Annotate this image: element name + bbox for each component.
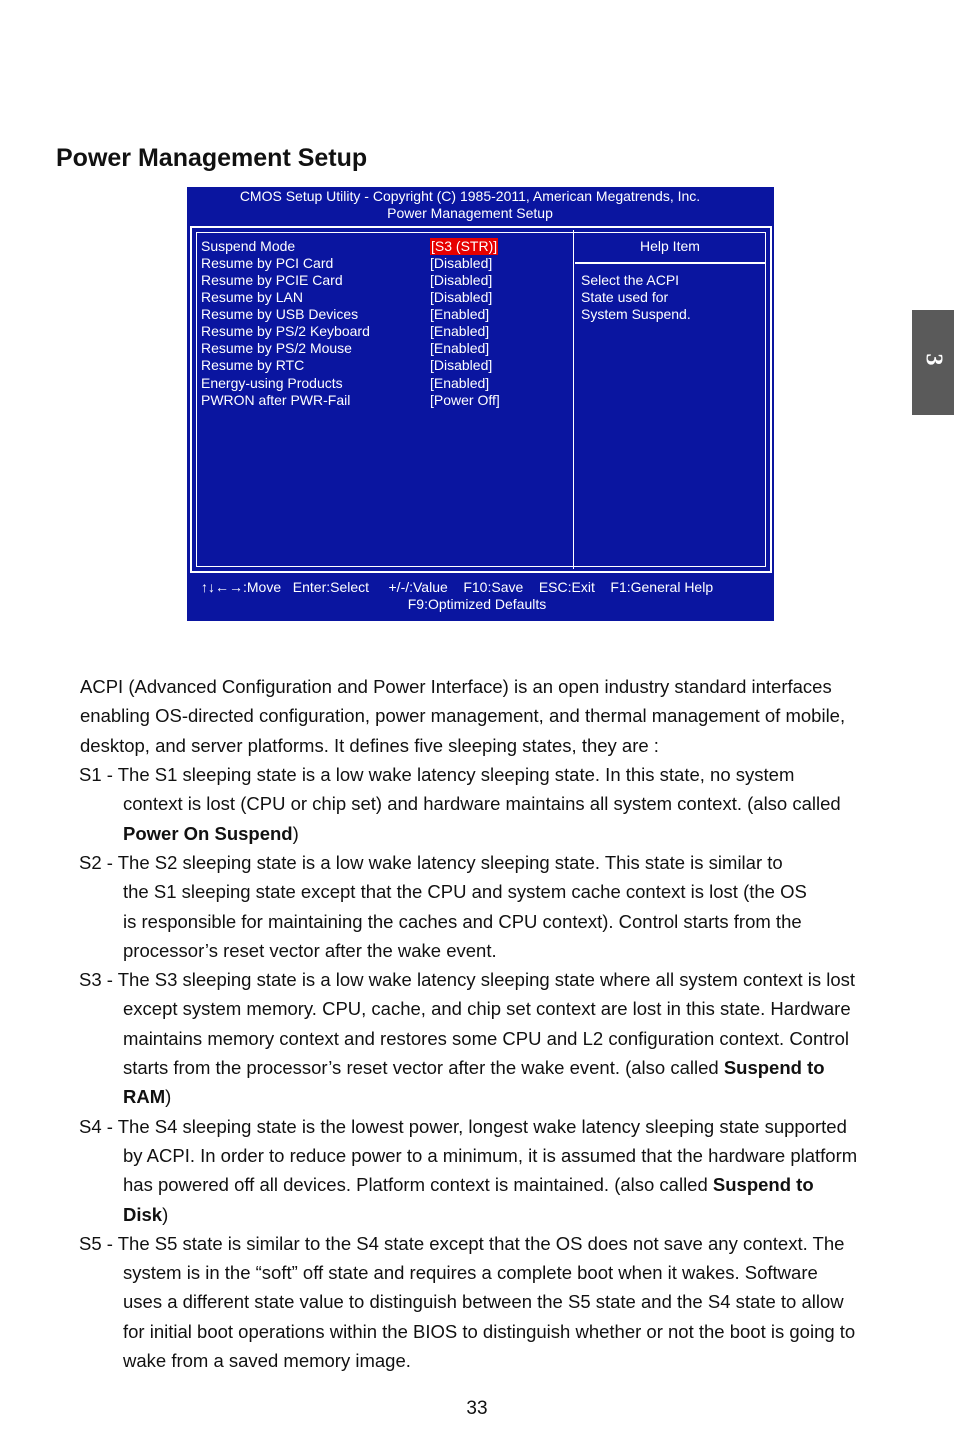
bios-screenshot <box>187 187 774 621</box>
setting-label-resume-pcie[interactable]: Resume by PCIE Card <box>201 272 343 288</box>
setting-label-resume-keyboard[interactable]: Resume by PS/2 Keyboard <box>201 323 370 339</box>
setting-value-resume-lan[interactable]: [Disabled] <box>430 289 493 305</box>
help-text-line: Select the ACPI <box>581 272 680 288</box>
help-item-title: Help Item <box>640 238 700 254</box>
setting-label-pwron-after-fail[interactable]: PWRON after PWR-Fail <box>201 392 351 408</box>
setting-value-resume-mouse[interactable]: [Enabled] <box>430 340 490 356</box>
s4-line: by ACPI. In order to reduce power to a minimum, it is assumed that the hardware platform <box>123 1144 858 1166</box>
setting-value-resume-pcie[interactable]: [Disabled] <box>430 272 493 288</box>
s1-line: Power On Suspend) <box>123 822 299 844</box>
setting-value-pwron-after-fail[interactable]: [Power Off] <box>430 392 500 408</box>
intro-line: ACPI (Advanced Configuration and Power Interface) is an open industry standard interfaces <box>80 676 832 697</box>
setting-value-energy-products[interactable]: [Enabled] <box>430 375 490 391</box>
s5-line: S5 - The S5 state is similar to the S4 state except that the OS does not save any context. The <box>79 1232 845 1254</box>
intro-line: desktop, and server platforms. It defines five sleeping states, they are : <box>80 734 659 756</box>
setting-value-resume-rtc[interactable]: [Disabled] <box>430 357 493 373</box>
s3-line: starts from the processor’s reset vector after the wake event. (also called Suspend to <box>123 1057 825 1078</box>
bios-divider <box>573 230 574 569</box>
setting-label-resume-lan[interactable]: Resume by LAN <box>201 289 303 305</box>
setting-value-resume-keyboard[interactable]: [Enabled] <box>430 323 490 339</box>
s2-line: processor’s reset vector after the wake event. <box>123 939 497 961</box>
chapter-tab <box>912 310 954 415</box>
s3-line: RAM) <box>123 1086 172 1108</box>
s1-line: S1 - The S1 sleeping state is a low wake latency sleeping state. In this state, no system <box>79 764 795 785</box>
setting-label-resume-mouse[interactable]: Resume by PS/2 Mouse <box>201 340 352 356</box>
s3-alias-cont: RAM <box>123 1086 166 1108</box>
s1-alias: Power On Suspend <box>123 822 293 844</box>
page-title: Power Management Setup <box>56 144 368 172</box>
s3-line: maintains memory context and restores some CPU and L2 configuration context. Control <box>123 1027 849 1049</box>
help-text-line: System Suspend. <box>581 306 691 322</box>
setting-value-resume-pci[interactable]: [Disabled] <box>430 255 493 271</box>
bios-key-legend: ↑↓←→:Move Enter:Select +/-/:Value F10:Save ESC:Exit F1:General Help <box>201 579 714 595</box>
s5-line: uses a different state value to distinguish between the S5 state and the S4 state to allow <box>123 1291 844 1313</box>
help-text-line: State used for <box>581 289 669 305</box>
setting-label-resume-usb[interactable]: Resume by USB Devices <box>201 306 359 322</box>
setting-value-resume-usb[interactable]: [Enabled] <box>430 306 490 322</box>
s2-line: the S1 sleeping state except that the CPU and system cache context is lost (the OS <box>123 881 807 903</box>
s2-line: S2 - The S2 sleeping state is a low wake latency sleeping state. This state is similar to <box>79 851 783 873</box>
bios-header <box>187 188 753 222</box>
s3-line: S3 - The S3 sleeping state is a low wake latency sleeping state where all system context is lost <box>79 969 856 991</box>
s4-line: Disk) <box>123 1203 169 1225</box>
setting-label-suspend-mode[interactable]: Suspend Mode <box>201 238 296 254</box>
bios-header-copyright: CMOS Setup Utility - Copyright (C) 1985-2011, American Megatrends, Inc. <box>239 188 701 204</box>
setting-label-resume-pci[interactable]: Resume by PCI Card <box>201 255 334 271</box>
page-number: 33 <box>466 1398 488 1419</box>
setting-value-suspend-mode[interactable]: [S3 (STR)] <box>431 238 498 254</box>
s3-line: except system memory. CPU, cache, and chip set context are lost in this state. Hardware <box>123 998 851 1020</box>
s4-alias-cont: Disk <box>123 1203 163 1225</box>
chapter-number: 3 <box>920 353 947 366</box>
setting-label-resume-rtc[interactable]: Resume by RTC <box>201 357 305 373</box>
s4-alias: Suspend to <box>712 1174 814 1196</box>
s1-line: context is lost (CPU or chip set) and hardware maintains all system context. (also called <box>123 793 841 815</box>
intro-line: enabling OS-directed configuration, power management, and thermal management of mobile, <box>80 705 846 727</box>
s2-line: is responsible for maintaining the caches and CPU context). Control starts from the <box>123 910 802 932</box>
bios-header-title: Power Management Setup <box>387 205 553 221</box>
s5-line: system is in the “soft” off state and requires a complete boot when it wakes. Software <box>123 1262 818 1284</box>
setting-label-energy-products[interactable]: Energy-using Products <box>201 375 343 391</box>
help-separator <box>575 262 765 264</box>
bios-key-legend-defaults: F9:Optimized Defaults <box>407 596 547 612</box>
s3-alias: Suspend to <box>723 1057 825 1078</box>
s5-line: wake from a saved memory image. <box>123 1350 411 1371</box>
s4-line: has powered off all devices. Platform context is maintained. (also called Suspend to <box>123 1174 814 1196</box>
s5-line: for initial boot operations within the BIOS to distinguish whether or not the boot is going to <box>123 1320 856 1342</box>
s4-line: S4 - The S4 sleeping state is the lowest power, longest wake latency sleeping state supported <box>79 1115 847 1137</box>
